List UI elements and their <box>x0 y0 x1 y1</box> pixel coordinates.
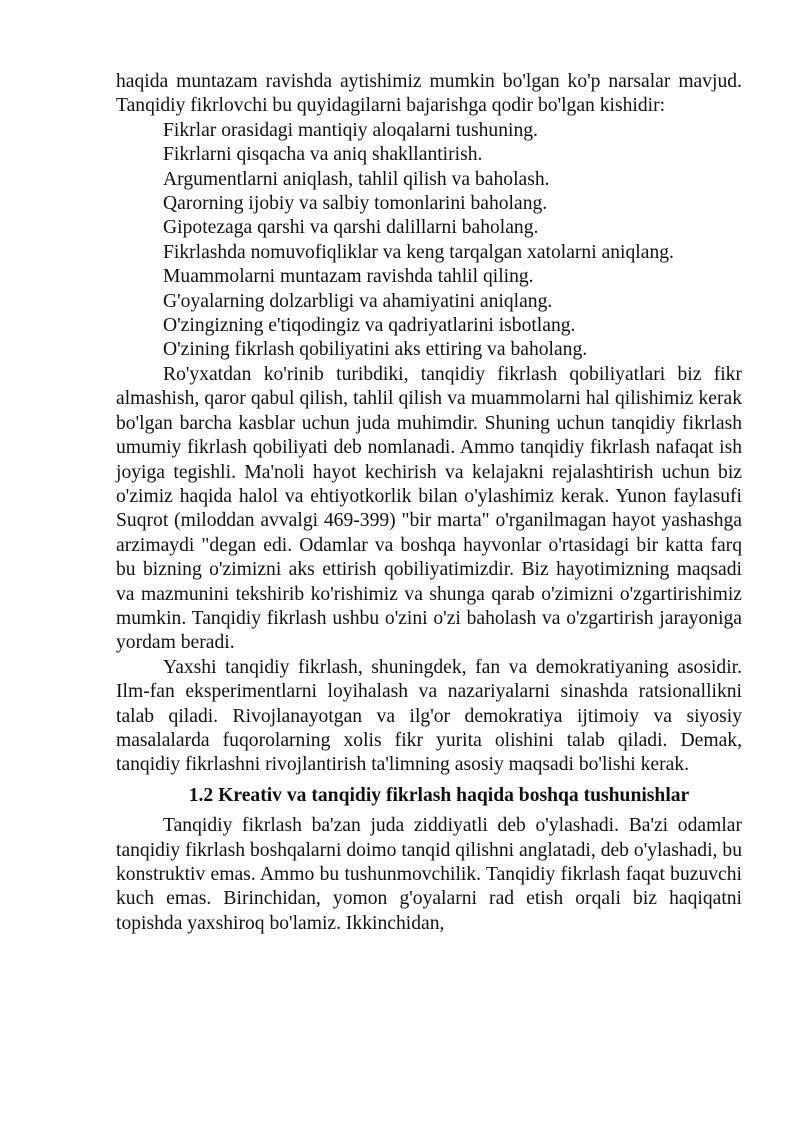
list-item: Muammolarni muntazam ravishda tahlil qiling. <box>163 266 534 288</box>
list-item: O'zingizning e'tiqodingiz va qadriyatlarini isbotlang. <box>163 315 576 337</box>
list-item: O'zining fikrlash qobiliyatini aks ettiring va baholang. <box>163 339 588 361</box>
skills-list <box>116 119 742 363</box>
intro-paragraph: haqida muntazam ravishda aytishimiz mumkin bo'lgan ko'p narsalar mavjud. Tanqidiy fikrlovchi bu quyidagilarni bajarishga qodir bo'lgan kishidir: <box>116 71 742 117</box>
list-item: Fikrlar orasidagi mantiqiy aloqalarni tushuning. <box>163 119 538 141</box>
document-page <box>116 70 742 936</box>
list-item: Qarorning ijobiy va salbiy tomonlarini baholang. <box>163 193 548 215</box>
section-heading: 1.2 Kreativ va tanqidiy fikrlash haqida boshqa tushunishlar <box>188 784 690 806</box>
list-item: Fikrlarni qisqacha va aniq shakllantirish. <box>163 144 483 166</box>
list-item: Gipotezaga qarshi va qarshi dalillarni baholang. <box>163 217 539 239</box>
body-paragraph: Tanqidiy fikrlash ba'zan juda ziddiyatli deb o'ylashadi. Ba'zi odamlar tanqidiy fikrlash boshqalarni doimo tanqid qilishni anglatadi, deb o'ylashadi, bu konstruktiv emas. Ammo bu tushunmovchilik. Tanqidiy fikrlash faqat buzuvchi kuch emas. Birinchidan, yomon g'oyalarni rad etish orqali biz haqiqatni topishda yaxshiroq bo'lamiz. Ikkinchidan, <box>116 815 742 934</box>
list-item: Argumentlarni aniqlash, tahlil qilish va baholash. <box>163 168 550 190</box>
body-paragraph: Ro'yxatdan ko'rinib turibdiki, tanqidiy fikrlash qobiliyatlari biz fikr almashish, qaror qabul qilish, tahlil qilish va muammolarni hal qilishimiz kerak bo'lgan barcha kasblar uchun juda muhimdir. Shuning uchun tanqidiy fikrlash umumiy fikrlash qobiliyati deb nomlanadi. Ammo tanqidiy fikrlash nafaqat ish joyiga tegishli. Ma'noli hayot kechirish va kelajakni rejalashtirish uchun biz o'zimiz haqida halol va ehtiyotkorlik bilan o'ylashimiz kerak. Yunon faylasufi Suqrot (miloddan avvalgi 469-399) "bir marta" o'rganilmagan hayot yashashga arzimaydi "degan edi. Odamlar va boshqa hayvonlar o'rtasidagi bir katta farq bu bizning o'zimizni aks ettirish qobiliyatimizdir. Biz hayotimizning maqsadi va mazmunini tekshirib ko'rishimiz va shunga qarab o'zimizni o'zgartirishimiz mumkin. Tanqidiy fikrlash ushbu o'zini o'zi baholash va o'zgartirish jarayoniga yordam beradi. <box>116 363 742 654</box>
list-item: G'oyalarning dolzarbligi va ahamiyatini aniqlang. <box>163 290 553 312</box>
body-paragraph: Yaxshi tanqidiy fikrlash, shuningdek, fan va demokratiyaning asosidir. Ilm-fan eksperimentlarni loyihalash va nazariyalarni sinashda ratsionallikni talab qiladi. Rivojlanayotgan va ilg'or demokratiya ijtimoiy va siyosiy masalalarda fuqorolarning xolis fikr yurita olishini talab qiladi. Demak, tanqidiy fikrlashni rivojlantirish ta'limning asosiy maqsadi bo'lishi kerak. <box>116 656 742 776</box>
list-item: Fikrlashda nomuvofiqliklar va keng tarqalgan xatolarni aniqlang. <box>163 241 674 263</box>
